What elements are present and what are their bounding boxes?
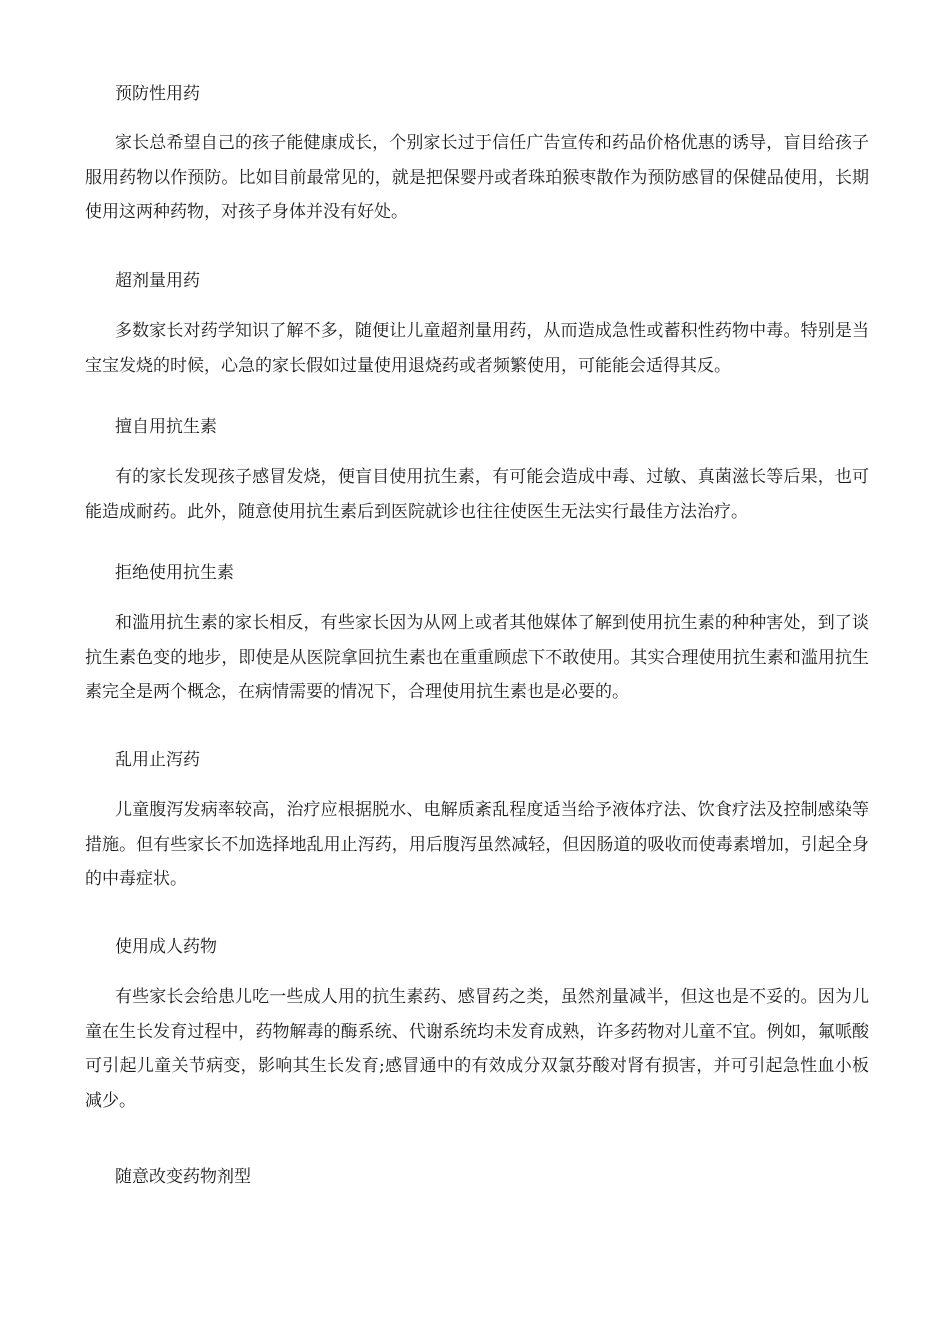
- section-heading-self-antibiotics: 擅自用抗生素: [115, 417, 217, 437]
- section-heading-overdose: 超剂量用药: [115, 271, 200, 291]
- section-paragraph-adult-drugs: 有些家长会给患儿吃一些成人用的抗生素药、感冒药之类，虽然剂量减半，但这也是不妥的。因为儿童在生长发育过程中，药物解毒的酶系统、代谢系统均未发育成熟，许多药物对儿童不宜。例如，氟哌酸可引起儿童关节病变，影响其生长发育;感冒通中的有效成分双氯芬酸对肾有损害，并可引起急性血小板减少。: [85, 987, 869, 1111]
- section-heading-adult-drugs: 使用成人药物: [115, 937, 217, 957]
- section-paragraph-overdose: 多数家长对药学知识了解不多，随便让儿童超剂量用药，从而造成急性或蓄积性药物中毒。特别是当宝宝发烧的时候，心急的家长假如过量使用退烧药或者频繁使用，可能能会适得其反。: [85, 321, 869, 376]
- section-paragraph-preventive: 家长总希望自己的孩子能健康成长，个别家长过于信任广告宣传和药品价格优惠的诱导，盲目给孩子服用药物以作预防。比如目前最常见的，就是把保婴丹或者珠珀猴枣散作为预防感冒的保健品使用，长期使用这两种药物，对孩子身体并没有好处。: [85, 133, 869, 222]
- section-heading-refuse-antibiotics: 拒绝使用抗生素: [115, 563, 234, 583]
- section-heading-antidiarrheal: 乱用止泻药: [115, 750, 200, 770]
- section-heading-preventive: 预防性用药: [115, 84, 200, 104]
- section-paragraph-antidiarrheal: 儿童腹泻发病率较高，治疗应根据脱水、电解质紊乱程度适当给予液体疗法、饮食疗法及控制感染等措施。但有些家长不加选择地乱用止泻药，用后腹泻虽然减轻，但因肠道的吸收而使毒素增加，引起全身的中毒症状。: [85, 800, 869, 889]
- section-paragraph-self-antibiotics: 有的家长发现孩子感冒发烧，便盲目使用抗生素，有可能会造成中毒、过敏、真菌滋长等后果，也可能造成耐药。此外，随意使用抗生素后到医院就诊也往往使医生无法实行最佳方法治疗。: [85, 467, 869, 522]
- section-heading-dosage-form: 随意改变药物剂型: [115, 1167, 251, 1187]
- section-paragraph-refuse-antibiotics: 和滥用抗生素的家长相反，有些家长因为从网上或者其他媒体了解到使用抗生素的种种害处，到了谈抗生素色变的地步，即使是从医院拿回抗生素也在重重顾虑下不敢使用。其实合理使用抗生素和滥用抗生素完全是两个概念，在病情需要的情况下，合理使用抗生素也是必要的。: [85, 613, 869, 702]
